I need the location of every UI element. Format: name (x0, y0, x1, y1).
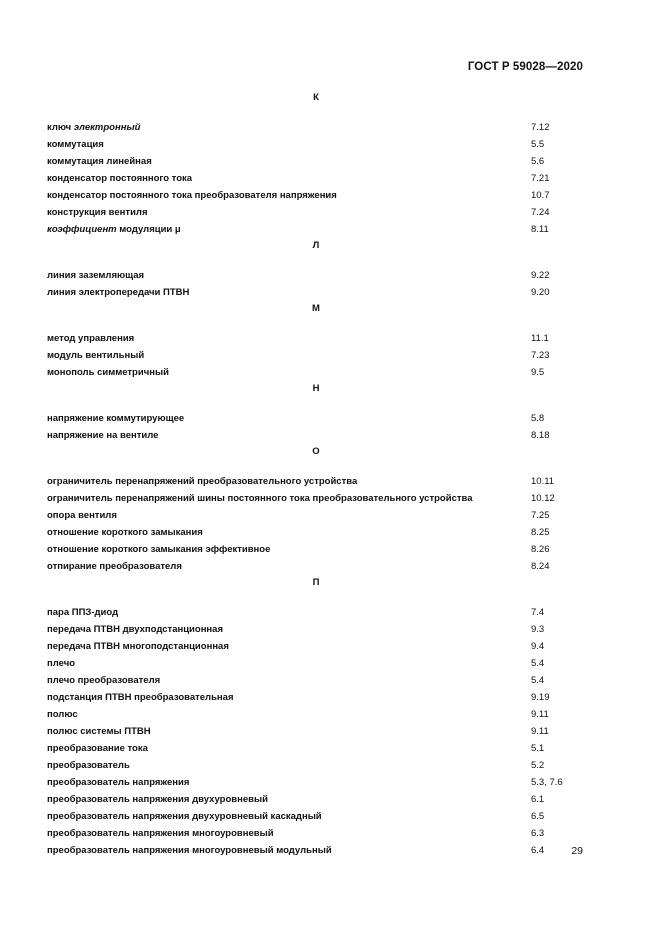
index-term (47, 774, 531, 791)
index-reference: 6.1 (531, 794, 545, 805)
index-reference: 8.11 (531, 224, 549, 235)
index-term (47, 204, 531, 221)
index-term (47, 136, 531, 153)
index-entry (47, 427, 585, 444)
index-entry (47, 655, 585, 672)
term-part: отношение короткого замыкания (47, 527, 203, 538)
index-reference: 8.25 (531, 527, 550, 538)
index-entry (47, 136, 585, 153)
index-term (47, 507, 531, 524)
index-entry (47, 604, 585, 621)
index-term (47, 740, 531, 757)
term-part: преобразователь напряжения двухуровневый каскадный (47, 811, 322, 822)
section-letter: Л (312, 240, 320, 251)
section-letter: П (312, 577, 320, 588)
index-entry (47, 187, 585, 204)
index-reference: 7.12 (531, 122, 550, 133)
index-entry (47, 672, 585, 689)
index-term (47, 427, 531, 444)
index-entry (47, 808, 585, 825)
index-term (47, 410, 531, 427)
term-part: подстанция ПТВН преобразовательная (47, 692, 234, 703)
term-part: напряжение на вентиле (47, 430, 159, 441)
term-part: монополь симметричный (47, 367, 169, 378)
index-reference: 5.4 (531, 675, 545, 686)
index-entry (47, 689, 585, 706)
index-term (47, 655, 531, 672)
index-entry (47, 221, 585, 238)
term-part: метод управления (47, 333, 135, 344)
term-part: преобразователь напряжения многоуровневый модульный (47, 845, 332, 856)
index-entry (47, 757, 585, 774)
index-reference: 5.3, 7.6 (531, 777, 563, 788)
index-entry (47, 364, 585, 381)
term-part: модуляции μ (116, 224, 181, 235)
term-part: линия заземляющая (47, 270, 145, 281)
term-part: напряжение коммутирующее (47, 413, 185, 424)
index-reference: 7.24 (531, 207, 550, 218)
index-term (47, 524, 531, 541)
index-term (47, 706, 531, 723)
index-reference: 11.1 (531, 333, 549, 344)
index-section (47, 90, 585, 238)
term-part: полюс (47, 709, 78, 720)
index-entry (47, 170, 585, 187)
index-term (47, 267, 531, 284)
index-entry (47, 638, 585, 655)
index-reference: 5.1 (531, 743, 545, 754)
index-term (47, 119, 531, 136)
term-italic-part: коэффициент (47, 224, 117, 235)
index-reference: 8.26 (531, 544, 550, 555)
index-reference: 8.18 (531, 430, 550, 441)
index-term (47, 330, 531, 347)
index-entry (47, 621, 585, 638)
index-section (47, 301, 585, 381)
term-part: полюс системы ПТВН (47, 726, 151, 737)
index-entry (47, 473, 585, 490)
index-entry (47, 558, 585, 575)
index-term (47, 604, 531, 621)
index-reference: 9.20 (531, 287, 550, 298)
index-reference: 9.11 (531, 709, 549, 720)
index-entry (47, 490, 585, 507)
index-reference: 5.2 (531, 760, 545, 771)
index-entry (47, 507, 585, 524)
standard-designation: ГОСТ Р 59028—2020 (467, 61, 583, 73)
term-part: конструкция вентиля (47, 207, 148, 218)
index-term (47, 347, 531, 364)
section-letter: М (312, 303, 320, 314)
index-reference: 7.23 (531, 350, 550, 361)
term-part: отпирание преобразователя (47, 561, 182, 572)
index-reference: 5.5 (531, 139, 545, 150)
index-section (47, 575, 585, 859)
alphabetical-index (47, 90, 585, 859)
index-entry (47, 706, 585, 723)
section-letter: К (313, 92, 319, 103)
index-section (47, 444, 585, 575)
index-entry (47, 410, 585, 427)
index-term (47, 825, 531, 842)
term-part: ограничитель перенапряжений преобразовательного устройства (47, 476, 358, 487)
term-part: преобразование тока (47, 743, 148, 754)
term-part: преобразователь напряжения (47, 777, 190, 788)
index-reference: 9.19 (531, 692, 550, 703)
index-section (47, 238, 585, 301)
term-part: плечо преобразователя (47, 675, 161, 686)
term-part: коммутация линейная (47, 156, 152, 167)
index-reference: 6.5 (531, 811, 545, 822)
index-entry (47, 330, 585, 347)
index-reference: 5.4 (531, 658, 545, 669)
index-term (47, 672, 531, 689)
index-entry (47, 825, 585, 842)
term-part: коммутация (47, 139, 104, 150)
index-term (47, 187, 531, 204)
index-term (47, 473, 531, 490)
index-term (47, 221, 531, 238)
index-section (47, 381, 585, 444)
index-reference: 9.3 (531, 624, 545, 635)
index-term (47, 791, 531, 808)
index-entry (47, 347, 585, 364)
index-entry (47, 153, 585, 170)
index-entry (47, 119, 585, 136)
index-entry (47, 284, 585, 301)
index-entry (47, 541, 585, 558)
term-part: пара ППЗ-диод (47, 607, 119, 618)
term-part: конденсатор постоянного тока преобразователя напряжения (47, 190, 337, 201)
index-reference: 9.22 (531, 270, 550, 281)
index-term (47, 284, 531, 301)
index-reference: 10.12 (531, 493, 555, 504)
term-part: передача ПТВН двухподстанционная (47, 624, 223, 635)
index-reference: 5.6 (531, 156, 545, 167)
term-part: преобразователь (47, 760, 130, 771)
section-letter: О (312, 446, 320, 457)
index-reference: 7.25 (531, 510, 550, 521)
index-reference: 10.11 (531, 476, 555, 487)
index-term (47, 621, 531, 638)
term-italic-part: электронный (73, 122, 141, 133)
index-term (47, 170, 531, 187)
index-reference: 9.5 (531, 367, 545, 378)
index-term (47, 364, 531, 381)
index-term (47, 638, 531, 655)
index-entry (47, 267, 585, 284)
index-term (47, 689, 531, 706)
index-entry (47, 740, 585, 757)
index-reference: 6.4 (531, 845, 545, 856)
index-term (47, 723, 531, 740)
term-part: конденсатор постоянного тока (47, 173, 193, 184)
index-entry (47, 524, 585, 541)
index-term (47, 842, 531, 859)
index-term (47, 490, 531, 507)
index-reference: 8.24 (531, 561, 550, 572)
term-part: передача ПТВН многоподстанционная (47, 641, 229, 652)
index-reference: 9.11 (531, 726, 549, 737)
index-term (47, 541, 531, 558)
index-reference: 6.3 (531, 828, 545, 839)
term-part: отношение короткого замыкания эффективное (47, 544, 271, 555)
index-reference: 5.8 (531, 413, 545, 424)
index-entry (47, 774, 585, 791)
index-reference: 7.21 (531, 173, 550, 184)
index-term (47, 153, 531, 170)
index-term (47, 757, 531, 774)
term-part: преобразователь напряжения многоуровневый (47, 828, 274, 839)
index-reference: 10.7 (531, 190, 550, 201)
index-entry (47, 204, 585, 221)
page-number: 29 (571, 845, 583, 857)
term-part: ключ (47, 122, 74, 133)
term-part: преобразователь напряжения двухуровневый (47, 794, 268, 805)
term-part: опора вентиля (47, 510, 117, 521)
term-part: модуль вентильный (47, 350, 145, 361)
index-entry (47, 842, 585, 859)
section-letter: Н (312, 383, 320, 394)
index-reference: 7.4 (531, 607, 545, 618)
index-reference: 9.4 (531, 641, 545, 652)
term-part: ограничитель перенапряжений шины постоянного тока преобразовательного устройства (47, 493, 473, 504)
index-entry (47, 791, 585, 808)
index-term (47, 808, 531, 825)
term-part: линия электропередачи ПТВН (47, 287, 190, 298)
index-term (47, 558, 531, 575)
term-part: плечо (47, 658, 76, 669)
index-entry (47, 723, 585, 740)
